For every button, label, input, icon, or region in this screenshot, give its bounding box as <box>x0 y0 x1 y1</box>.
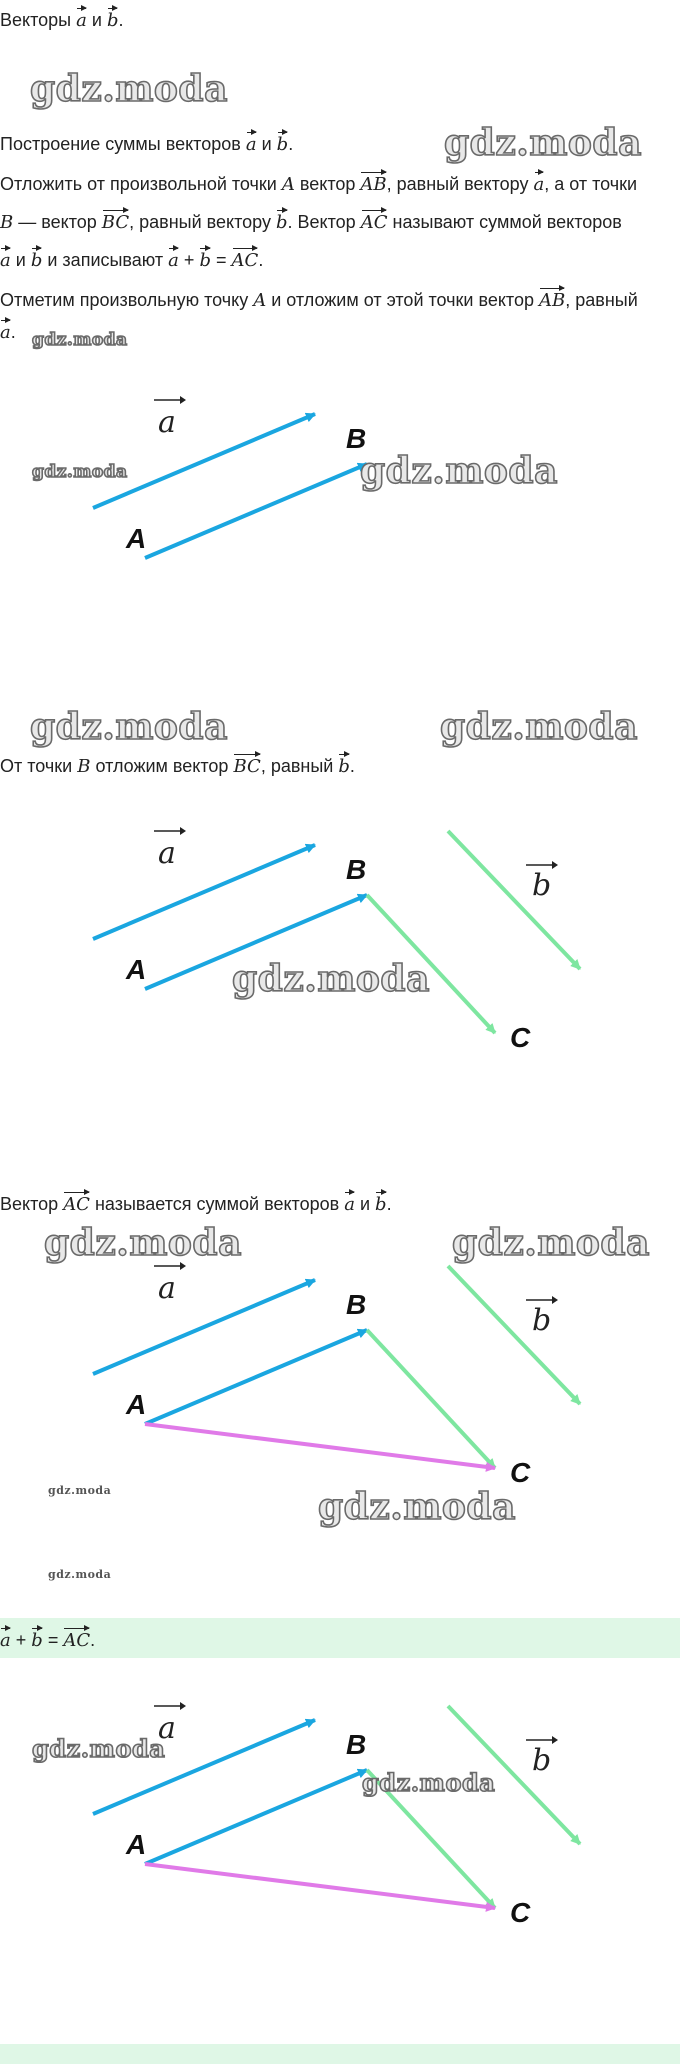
text: и <box>91 10 102 30</box>
point-B: B <box>77 756 91 777</box>
vector-a: a <box>344 1190 355 1214</box>
vector-a: a <box>246 130 257 154</box>
watermark: gdz.moda <box>48 1484 112 1497</box>
label-a: a <box>158 836 176 871</box>
label-B: B <box>346 1729 367 1760</box>
figure-4 <box>0 1690 680 1950</box>
vector-b: b <box>199 246 211 270</box>
vector-AB-arrow <box>145 1770 367 1864</box>
vector-b-arrow <box>448 1266 580 1404</box>
label-A: A <box>126 1829 147 1860</box>
point-B: B <box>0 212 14 233</box>
formula-band <box>0 1618 680 1658</box>
watermark: gdz.moda <box>362 1768 496 1797</box>
construction-heading <box>0 130 293 156</box>
step-2-line <box>0 752 355 779</box>
vector-a-arrow <box>93 845 315 939</box>
point-A: A <box>253 290 267 311</box>
label-A: A <box>126 954 147 985</box>
text: . Вектор <box>287 212 356 232</box>
watermark: gdz.moda <box>360 450 558 492</box>
vector-a: a <box>0 318 11 342</box>
text: . <box>10 322 16 342</box>
watermark: gdz.moda <box>30 68 228 110</box>
text: От точки <box>0 756 73 776</box>
text: , равный вектору <box>129 212 271 232</box>
vector-a: a <box>0 1626 11 1650</box>
text: , а от точки <box>544 174 638 194</box>
watermark: gdz.moda <box>44 1222 242 1264</box>
text: . <box>90 1630 96 1650</box>
label-a-arrow-glyph <box>154 1702 186 1710</box>
text: . <box>288 134 294 154</box>
label-a: a <box>158 1271 176 1306</box>
text: = <box>216 250 227 270</box>
watermark: gdz.moda <box>48 1568 112 1581</box>
vector-AC: AC <box>232 246 259 270</box>
vector-b: b <box>277 130 289 154</box>
label-a: a <box>158 1711 176 1746</box>
text: , равный вектору <box>386 174 529 194</box>
text: Вектор <box>0 1194 59 1214</box>
text: отложим вектор <box>95 756 229 776</box>
text: , равный <box>260 756 334 776</box>
label-a: a <box>158 405 176 440</box>
text: . <box>258 250 264 270</box>
intro-line <box>0 6 124 32</box>
vector-b: b <box>31 246 43 270</box>
watermark: gdz.moda <box>32 330 128 350</box>
text: . <box>386 1194 392 1214</box>
vector-a: a <box>534 170 545 194</box>
text: . <box>349 756 355 776</box>
watermark: gdz.moda <box>30 706 228 748</box>
label-A: A <box>126 523 147 554</box>
vector-AC-arrow <box>145 1864 495 1908</box>
vector-b: b <box>338 752 350 776</box>
figure-3 <box>0 1250 680 1510</box>
step-1-line <box>0 286 638 313</box>
label-a-arrow-glyph <box>154 1262 186 1270</box>
vector-b: b <box>375 1190 387 1214</box>
watermark: gdz.moda <box>32 1734 166 1763</box>
text: Векторы <box>0 10 72 30</box>
vector-AB: AB <box>360 170 386 194</box>
vector-b: b <box>31 1626 43 1650</box>
vector-AC: AC <box>63 1190 90 1214</box>
label-B: B <box>346 1289 367 1320</box>
watermark: gdz.moda <box>444 122 642 164</box>
label-C: C <box>510 1022 531 1053</box>
vector-b-arrow <box>448 831 580 969</box>
vector-BC-arrow <box>367 1330 495 1468</box>
vector-AB: AB <box>539 286 565 310</box>
rule-line-2 <box>0 208 622 235</box>
bottom-band <box>0 2044 680 2064</box>
vector-AC: AC <box>361 208 388 232</box>
text: и отложим от этой точки вектор <box>271 290 534 310</box>
label-a-arrow-glyph <box>154 396 186 404</box>
vector-a: a <box>76 6 87 30</box>
label-b: b <box>532 1303 552 1338</box>
text: называют суммой векторов <box>392 212 622 232</box>
watermark: gdz.moda <box>318 1486 516 1528</box>
vector-AC-arrow <box>145 1424 495 1468</box>
text: Построение суммы векторов <box>0 134 241 154</box>
text: Отметим произвольную точку <box>0 290 249 310</box>
text: Отложить от произвольной точки <box>0 174 277 194</box>
vector-BC: BC <box>233 752 260 776</box>
label-b: b <box>532 1743 552 1778</box>
text: и <box>15 250 26 270</box>
text: . <box>118 10 124 30</box>
formula <box>0 1626 95 1652</box>
watermark: gdz.moda <box>452 1222 650 1264</box>
figure-1 <box>0 380 680 610</box>
vector-b: b <box>107 6 119 30</box>
text: = <box>47 1630 59 1650</box>
text: — вектор <box>18 212 97 232</box>
point-A: A <box>281 174 295 195</box>
label-B: B <box>346 423 367 454</box>
label-A: A <box>126 1389 147 1420</box>
vector-AC: AC <box>63 1626 90 1650</box>
label-a-arrow-glyph <box>154 827 186 835</box>
vector-a: a <box>168 246 179 270</box>
text: и <box>359 1194 371 1214</box>
text: и записывают <box>47 250 164 270</box>
vector-a-arrow <box>93 1280 315 1374</box>
watermark: gdz.moda <box>440 706 638 748</box>
text: вектор <box>299 174 356 194</box>
sum-statement <box>0 1190 392 1216</box>
label-C: C <box>510 1457 531 1488</box>
text: + <box>15 1630 27 1650</box>
label-b: b <box>532 868 552 903</box>
step-1-line-2 <box>0 318 16 344</box>
rule-line-1 <box>0 170 637 197</box>
figure-2 <box>0 815 680 1065</box>
label-B: B <box>346 854 367 885</box>
rule-line-3 <box>0 246 263 272</box>
watermark: gdz.moda <box>232 958 430 1000</box>
vector-a: a <box>0 246 11 270</box>
vector-a-arrow <box>93 414 315 508</box>
text: называется суммой векторов <box>94 1194 340 1214</box>
text: , равный <box>565 290 638 310</box>
text: + <box>183 250 195 270</box>
label-C: C <box>510 1897 531 1928</box>
text: и <box>261 134 272 154</box>
vector-b: b <box>276 208 288 232</box>
vector-AB-arrow <box>145 1330 367 1424</box>
watermark: gdz.moda <box>32 462 128 482</box>
vector-BC: BC <box>102 208 129 232</box>
vector-AB-arrow <box>145 464 367 558</box>
